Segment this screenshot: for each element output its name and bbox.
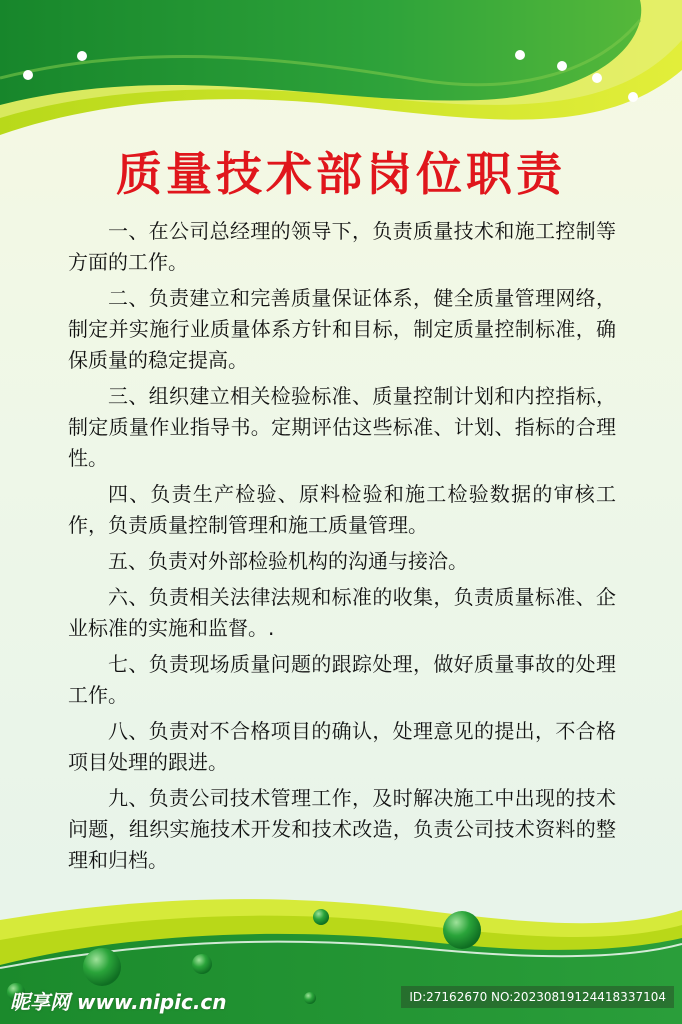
- duty-item-3: 三、组织建立相关检验标准、质量控制计划和内控指标，制定质量作业指导书。定期评估这些标准、计划、指标的合理性。: [68, 384, 616, 470]
- duty-item-2: 二、负责建立和完善质量保证体系，健全质量管理网络，制定并实施行业质量体系方针和目标，制定质量控制标准，确保质量的稳定提高。: [68, 286, 616, 372]
- duty-list: [68, 216, 616, 881]
- image-id-watermark: ID:27162670 NO:20230819124418337104: [401, 986, 674, 1008]
- site-watermark: 昵享网 www.nipic.cn: [10, 990, 227, 1014]
- duty-item-4: 四、负责生产检验、原料检验和施工检验数据的审核工作，负责质量控制管理和施工质量管理。: [68, 482, 616, 537]
- duty-item-1: 一、在公司总经理的领导下，负责质量技术和施工控制等方面的工作。: [68, 219, 616, 274]
- duty-item-5: 五、负责对外部检验机构的沟通与接洽。: [108, 549, 468, 573]
- duty-item-8: 八、负责对不合格项目的确认，处理意见的提出，不合格项目处理的跟进。: [68, 719, 616, 774]
- duty-item-9: 九、负责公司技术管理工作，及时解决施工中出现的技术问题，组织实施技术开发和技术改造，负责公司技术资料的整理和归档。: [68, 786, 616, 872]
- duty-item-6: 六、负责相关法律法规和标准的收集，负责质量标准、企业标准的实施和监督。.: [68, 585, 616, 640]
- page-title: 质量技术部岗位职责: [116, 147, 566, 201]
- duty-item-7: 七、负责现场质量问题的跟踪处理，做好质量事故的处理工作。: [68, 652, 616, 707]
- top-wave-decoration: [0, 0, 682, 140]
